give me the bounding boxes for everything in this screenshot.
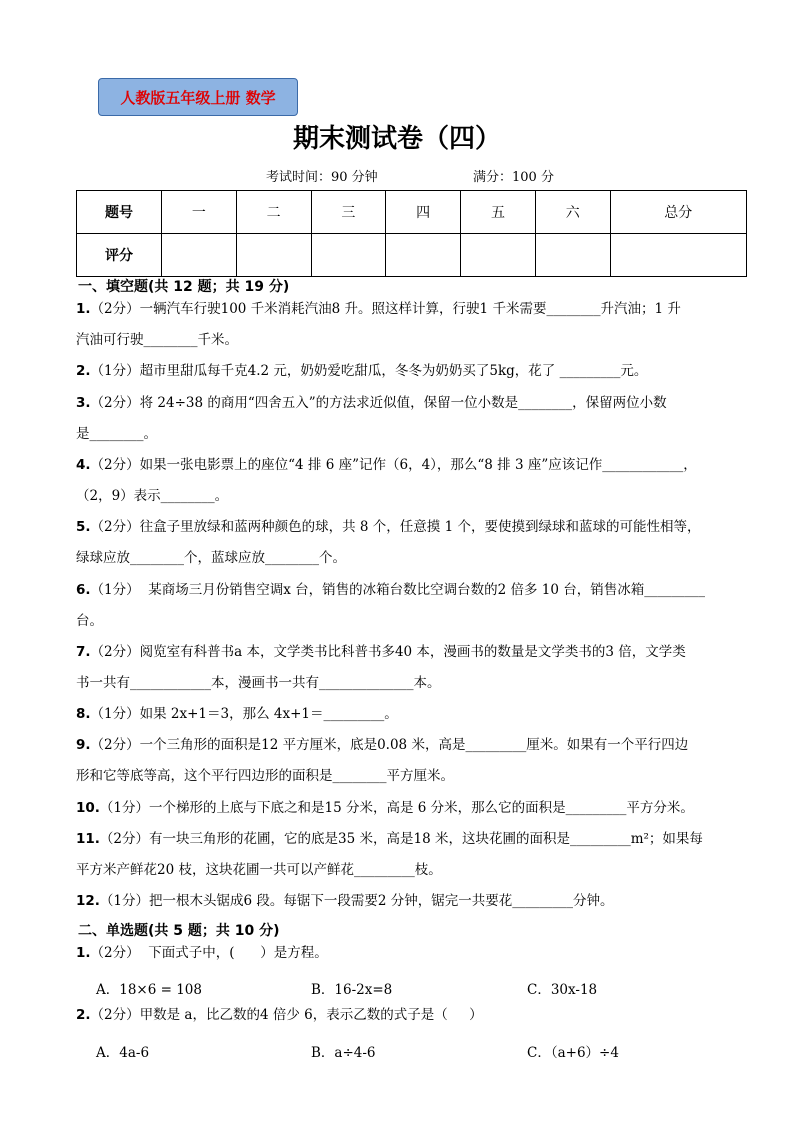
- question-text: 书一共有____________本，漫画书一共有______________本。: [76, 675, 441, 691]
- score-table-header: 六: [535, 191, 610, 234]
- score-cell[interactable]: [610, 234, 746, 277]
- score-cell[interactable]: [236, 234, 311, 277]
- question-9: [76, 730, 752, 792]
- score-table-row: [77, 234, 747, 277]
- question-number: 12.: [76, 893, 100, 909]
- score-cell[interactable]: [461, 234, 536, 277]
- question-number: 6.: [76, 582, 91, 598]
- option-c[interactable]: C．（a+6）÷4: [527, 1045, 619, 1061]
- question-text: 台。: [76, 613, 103, 629]
- question-text: （1分）超市里甜瓜每千克4.2 元，奶奶爱吃甜瓜，冬冬为奶奶买了5kg，花了 _________元。: [90, 363, 648, 379]
- option-a[interactable]: A．18×6 = 108: [96, 982, 202, 998]
- question-10: [76, 793, 752, 824]
- option-a[interactable]: A．4a-6: [96, 1045, 150, 1061]
- question-number: 8.: [76, 706, 91, 722]
- option-c[interactable]: C．30x-18: [527, 982, 598, 998]
- score-table-header: 题号: [77, 191, 162, 234]
- score-cell[interactable]: [311, 234, 386, 277]
- score-table-header: 一: [162, 191, 237, 234]
- section-heading: 二、单选题(共 5 题；共 10 分): [78, 923, 280, 939]
- question-6: [76, 575, 752, 637]
- score-table-header-row: [77, 191, 747, 234]
- question-text: （2分）阅览室有科普书a 本，文学类书比科普书多40 本，漫画书的数量是文学类书的3 倍，文学类: [90, 644, 686, 660]
- mc-question-2: [76, 1000, 752, 1031]
- score-table-header: 四: [386, 191, 461, 234]
- question-text: （1分）一个梯形的上底与下底之和是15 分米，高是 6 分米，那么它的面积是_________平方分米。: [99, 800, 694, 816]
- question-1: [76, 294, 752, 356]
- page-title: 期末测试卷（四）: [292, 124, 501, 154]
- score-row-label: 评分: [77, 234, 162, 277]
- question-text: （1分）如果 2x+1＝3，那么 4x+1＝_________。: [90, 706, 398, 722]
- question-12: [76, 886, 752, 917]
- question-number: 1.: [76, 945, 91, 961]
- question-text: （2分）往盒子里放绿和蓝两种颜色的球，共 8 个，任意摸 1 个，要使摸到绿球和蓝球的可能性相等，: [90, 519, 701, 535]
- question-text: （2，9）表示________。: [76, 488, 229, 504]
- question-text: （1分）把一根木头锯成6 段。每锯下一段需要2 分钟，锯完一共要花_________分钟。: [99, 893, 614, 909]
- question-number: 9.: [76, 737, 91, 753]
- question-3: [76, 388, 752, 450]
- mc-question-1: [76, 938, 752, 969]
- question-text: （2分）有一块三角形的花圃，它的底是35 米，高是18 米，这块花圃的面积是_________m²；如果每: [99, 831, 703, 847]
- option-b[interactable]: B．a÷4-6: [311, 1045, 376, 1061]
- question-number: 11.: [76, 831, 100, 847]
- question-text: （2分） 下面式子中，( ）是方程。: [90, 945, 328, 961]
- question-text: 是________。: [76, 426, 157, 442]
- exam-time: 考试时间：90 分钟: [266, 170, 378, 185]
- question-2: [76, 356, 752, 387]
- question-text: （2分）将 24÷38 的商用“四舍五入”的方法求近似值，保留一位小数是________，保留两位小数: [90, 395, 667, 411]
- score-cell[interactable]: [162, 234, 237, 277]
- question-number: 4.: [76, 457, 91, 473]
- score-table-header: 五: [461, 191, 536, 234]
- question-number: 1.: [76, 301, 91, 317]
- score-table-header: 总分: [610, 191, 746, 234]
- question-number: 3.: [76, 395, 91, 411]
- score-table-header: 二: [236, 191, 311, 234]
- question-text: （2分）一个三角形的面积是12 平方厘米，底是0.08 米，高是_________厘米。如果有一个平行四边: [90, 737, 689, 753]
- question-number: 10.: [76, 800, 100, 816]
- question-number: 5.: [76, 519, 91, 535]
- question-text: （2分）甲数是 a，比乙数的4 倍少 6，表示乙数的式子是（ ）: [90, 1007, 483, 1023]
- full-score: 满分：100 分: [473, 170, 554, 185]
- question-text: 平方米产鲜花20 枝，这块花圃一共可以产鲜花_________枝。: [76, 862, 442, 878]
- question-text: 形和它等底等高，这个平行四边形的面积是________平方厘米。: [76, 768, 454, 784]
- question-number: 2.: [76, 363, 91, 379]
- question-text: （1分） 某商场三月份销售空调x 台，销售的冰箱台数比空调台数的2 倍多 10 台，销售冰箱_________: [90, 582, 705, 598]
- score-table: [76, 190, 747, 277]
- question-number: 2.: [76, 1007, 91, 1023]
- question-4: [76, 450, 752, 512]
- option-b[interactable]: B．16-2x=8: [311, 982, 393, 998]
- section-heading: 一、填空题(共 12 题；共 19 分): [78, 279, 290, 295]
- score-cell[interactable]: [535, 234, 610, 277]
- question-text: 绿球应放________个，蓝球应放________个。: [76, 550, 346, 566]
- question-text: （2分）一辆汽车行驶100 千米消耗汽油8 升。照这样计算，行驶1 千米需要________升汽油；1 升: [90, 301, 681, 317]
- subject-badge: 人教版五年级上册 数学: [98, 78, 298, 116]
- question-8: [76, 699, 752, 730]
- question-11: [76, 824, 752, 886]
- score-table-header: 三: [311, 191, 386, 234]
- question-text: （2分）如果一张电影票上的座位“4 排 6 座”记作（6，4），那么“8 排 3 座”应该记作____________，: [90, 457, 697, 473]
- question-5: [76, 512, 752, 574]
- score-cell[interactable]: [386, 234, 461, 277]
- question-7: [76, 637, 752, 699]
- question-number: 7.: [76, 644, 91, 660]
- question-text: 汽油可行驶________千米。: [76, 332, 238, 348]
